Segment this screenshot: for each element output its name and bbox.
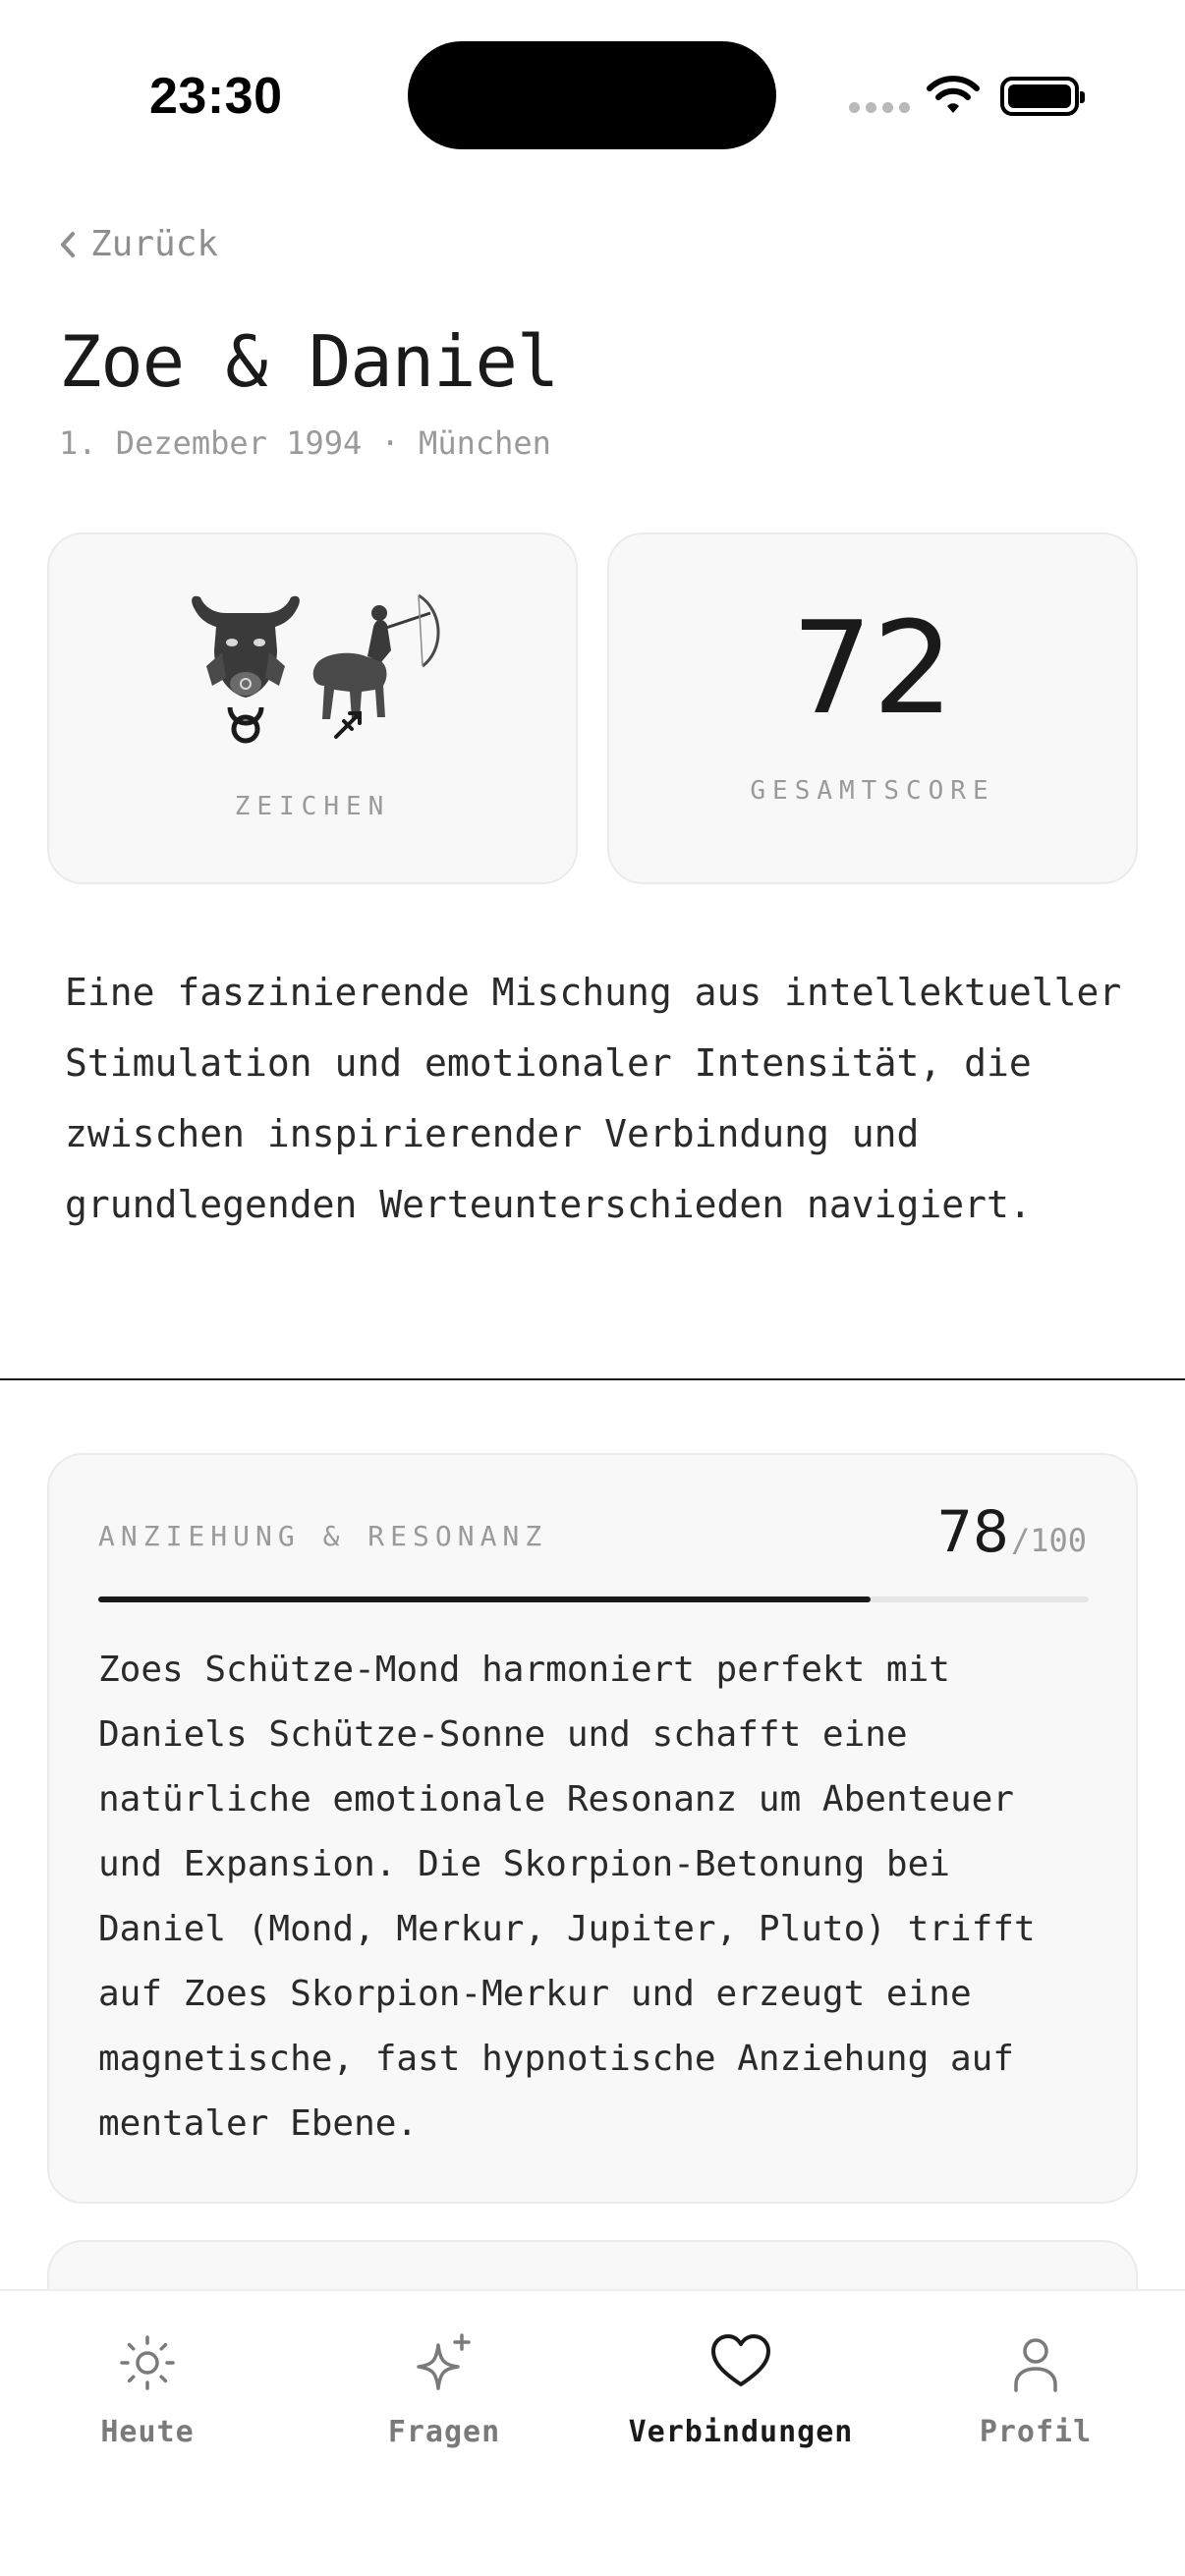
section-label: ANZIEHUNG & RESONANZ — [98, 1520, 548, 1552]
status-time: 23:30 — [149, 68, 283, 125]
tab-heute[interactable] — [0, 2328, 295, 2449]
taurus-bull-icon — [192, 596, 300, 741]
heart-icon — [709, 2331, 772, 2394]
page-subtitle: 1. Dezember 1994 · München — [59, 424, 551, 462]
page-title: Zoe & Daniel — [59, 320, 559, 403]
tab-label-fragen: Fragen — [387, 2415, 501, 2449]
section-score-max: /100 — [1010, 1522, 1087, 1559]
sagittarius-centaur-icon — [313, 595, 438, 737]
tab-label-heute: Heute — [100, 2415, 195, 2449]
tab-profil[interactable] — [888, 2328, 1183, 2449]
back-label: Zurück — [90, 224, 219, 264]
section-divider — [0, 1378, 1185, 1380]
person-icon — [1004, 2331, 1067, 2394]
tab-fragen[interactable] — [297, 2328, 592, 2449]
battery-icon — [1000, 77, 1079, 116]
total-score-label: GESAMTSCORE — [750, 776, 995, 806]
zodiac-illustration — [187, 591, 452, 749]
tab-label-verbindungen: Verbindungen — [628, 2415, 854, 2449]
attraction-resonance-card — [47, 1453, 1138, 2204]
section-text: Zoes Schütze-Mond harmoniert perfekt mit Daniels Schütze-Sonne und schafft eine natürliche emotionale Resonanz um Abenteuer und Expansion. Die Skorpion-Betonung bei Daniel (Mond, Merkur, Jupiter, Pluto) trifft auf Zoes Skorpion-Merkur und erzeugt eine magnetische, fast hypnotische Anziehung auf mentaler Ebene. — [98, 1650, 1036, 2144]
total-score-value: 72 — [791, 593, 954, 743]
cellular-signal-icon — [849, 102, 910, 113]
section-progress-bar — [98, 1596, 1089, 1602]
chevron-left-icon — [59, 230, 77, 259]
wifi-icon — [926, 75, 981, 116]
status-bar — [0, 0, 1185, 167]
total-score-card — [607, 532, 1138, 884]
sign-card-label: ZEICHEN — [234, 792, 391, 821]
tab-bar — [0, 2289, 1185, 2576]
sparkle-icon — [413, 2331, 476, 2394]
sun-icon — [116, 2331, 179, 2394]
compatibility-description: Eine faszinierende Mischung aus intellektueller Stimulation und emotionaler Intensität, die zwischen inspirierender Verbindung und grundlegenden Werteunterschieden navigiert. — [65, 971, 1122, 1226]
back-button[interactable] — [59, 224, 218, 264]
dynamic-island — [408, 41, 776, 149]
tab-label-profil: Profil — [979, 2415, 1093, 2449]
section-progress-fill — [98, 1596, 871, 1602]
section-score-value: 78 — [936, 1498, 1009, 1565]
section-score — [936, 1498, 1087, 1565]
zodiac-sign-card — [47, 532, 578, 884]
tab-verbindungen[interactable] — [593, 2328, 888, 2449]
